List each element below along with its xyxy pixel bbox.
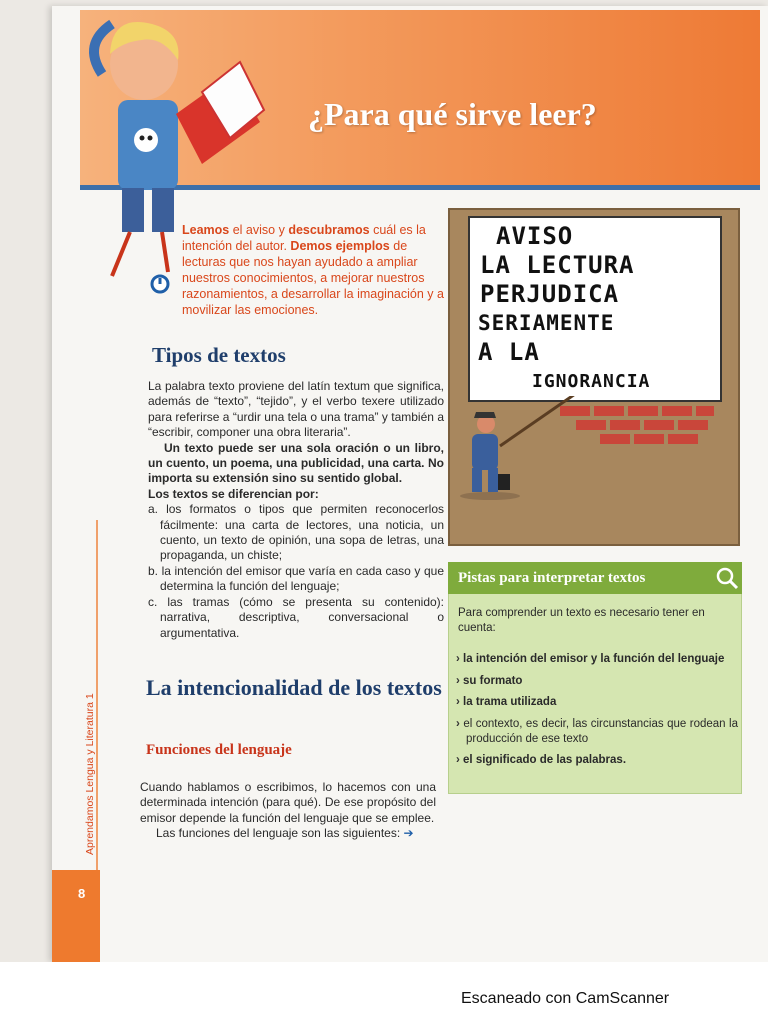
section-title-intencionalidad: La intencionalidad de los textos — [146, 675, 442, 700]
magnifier-icon — [714, 565, 740, 591]
paragraph-text: Las funciones del lenguaje son las siguientes: — [156, 826, 401, 841]
intro-part: el aviso y — [229, 223, 289, 237]
list-item: c. las tramas (cómo se presenta su contenido): narrativa, descriptiva, conversacional o argumentativa. — [148, 594, 444, 640]
margin-rule — [96, 520, 98, 870]
intro-part: cuál es la intención del autor. — [182, 223, 426, 253]
intro-part: Leamos — [182, 223, 230, 237]
paragraph — [140, 826, 436, 841]
list-item: › el contexto, es decir, las circunstancias que rodean la producción de ese texto — [456, 717, 738, 747]
arrow-right-icon: ➔ — [403, 826, 414, 841]
poster-line: A LA — [478, 338, 540, 366]
paragraph: Los textos se diferencian por: — [148, 486, 319, 501]
paragraph: Cuando hablamos o escribimos, lo hacemos con una determinada intención (para qué). De ese propósito del emisor depende la función del lenguaje que se emplee. — [140, 780, 436, 825]
list-item: a. los formatos o tipos que permiten reconocerlos fácilmente: una carta de lectores, una noticia, un cuento, un texto de opinión, una sopa de letras, una propaganda, un chiste; — [148, 502, 444, 563]
list-item: b. la intención del emisor que varía en cada caso y que determina la función del lenguaje; — [148, 563, 444, 594]
paragraph: La palabra texto proviene del latín textum que significa, además de “texto”, “tejido”, y el verbo texere utilizado para referirse a “urdir una tela o una trama” y también a “escribir, componer una obra literaria”. — [148, 379, 444, 440]
intro-instructions — [182, 222, 444, 318]
tips-intro: Para comprender un texto es necesario tener en cuenta: — [458, 607, 705, 634]
book-title-vertical: Aprendamos Lengua y Literatura 1 — [84, 693, 96, 855]
subsection-title-funciones: Funciones del lenguaje — [146, 742, 292, 758]
tipos-body — [148, 379, 444, 641]
page-tab — [52, 870, 100, 962]
painter-and-brick-wall-illustration — [450, 396, 738, 544]
poster-line: SERIAMENTE — [478, 311, 615, 335]
tips-title: Pistas para interpretar textos — [458, 570, 646, 586]
intro-part: descubramos — [288, 223, 370, 237]
intro-part: de lecturas que nos hayan ayudado a ampliar nuestros conocimientos, a mejorar nuestros razonamientos, a desarrollar la imaginación y a movilizar las emociones. — [182, 239, 444, 317]
page-title: ¿Para qué sirve leer? — [308, 96, 597, 132]
intro-part: Demos ejemplos — [290, 239, 390, 253]
tips-list — [456, 652, 738, 775]
poster-line: LA LECTURA — [480, 251, 635, 279]
section-title-tipos: Tipos de textos — [152, 343, 286, 367]
page-number: 8 — [78, 886, 86, 901]
list-item: › la intención del emisor y la función del lenguaje — [456, 652, 738, 667]
funciones-body — [140, 780, 436, 842]
poster-line: AVISO — [496, 222, 574, 250]
poster-message — [476, 222, 716, 396]
list-item: › su formato — [456, 674, 738, 689]
paragraph: Un texto puede ser una sola oración o un libro, un cuento, un poema, una publicidad, una carta. No importa su extensión sino su sentido global. — [148, 440, 444, 486]
poster-line: PERJUDICA — [480, 280, 620, 308]
poster-line: IGNORANCIA — [532, 371, 651, 392]
scanner-watermark: Escaneado con CamScanner — [461, 990, 670, 1007]
list-item: › el significado de las palabras. — [456, 753, 738, 768]
list-item: › la trama utilizada — [456, 695, 738, 710]
